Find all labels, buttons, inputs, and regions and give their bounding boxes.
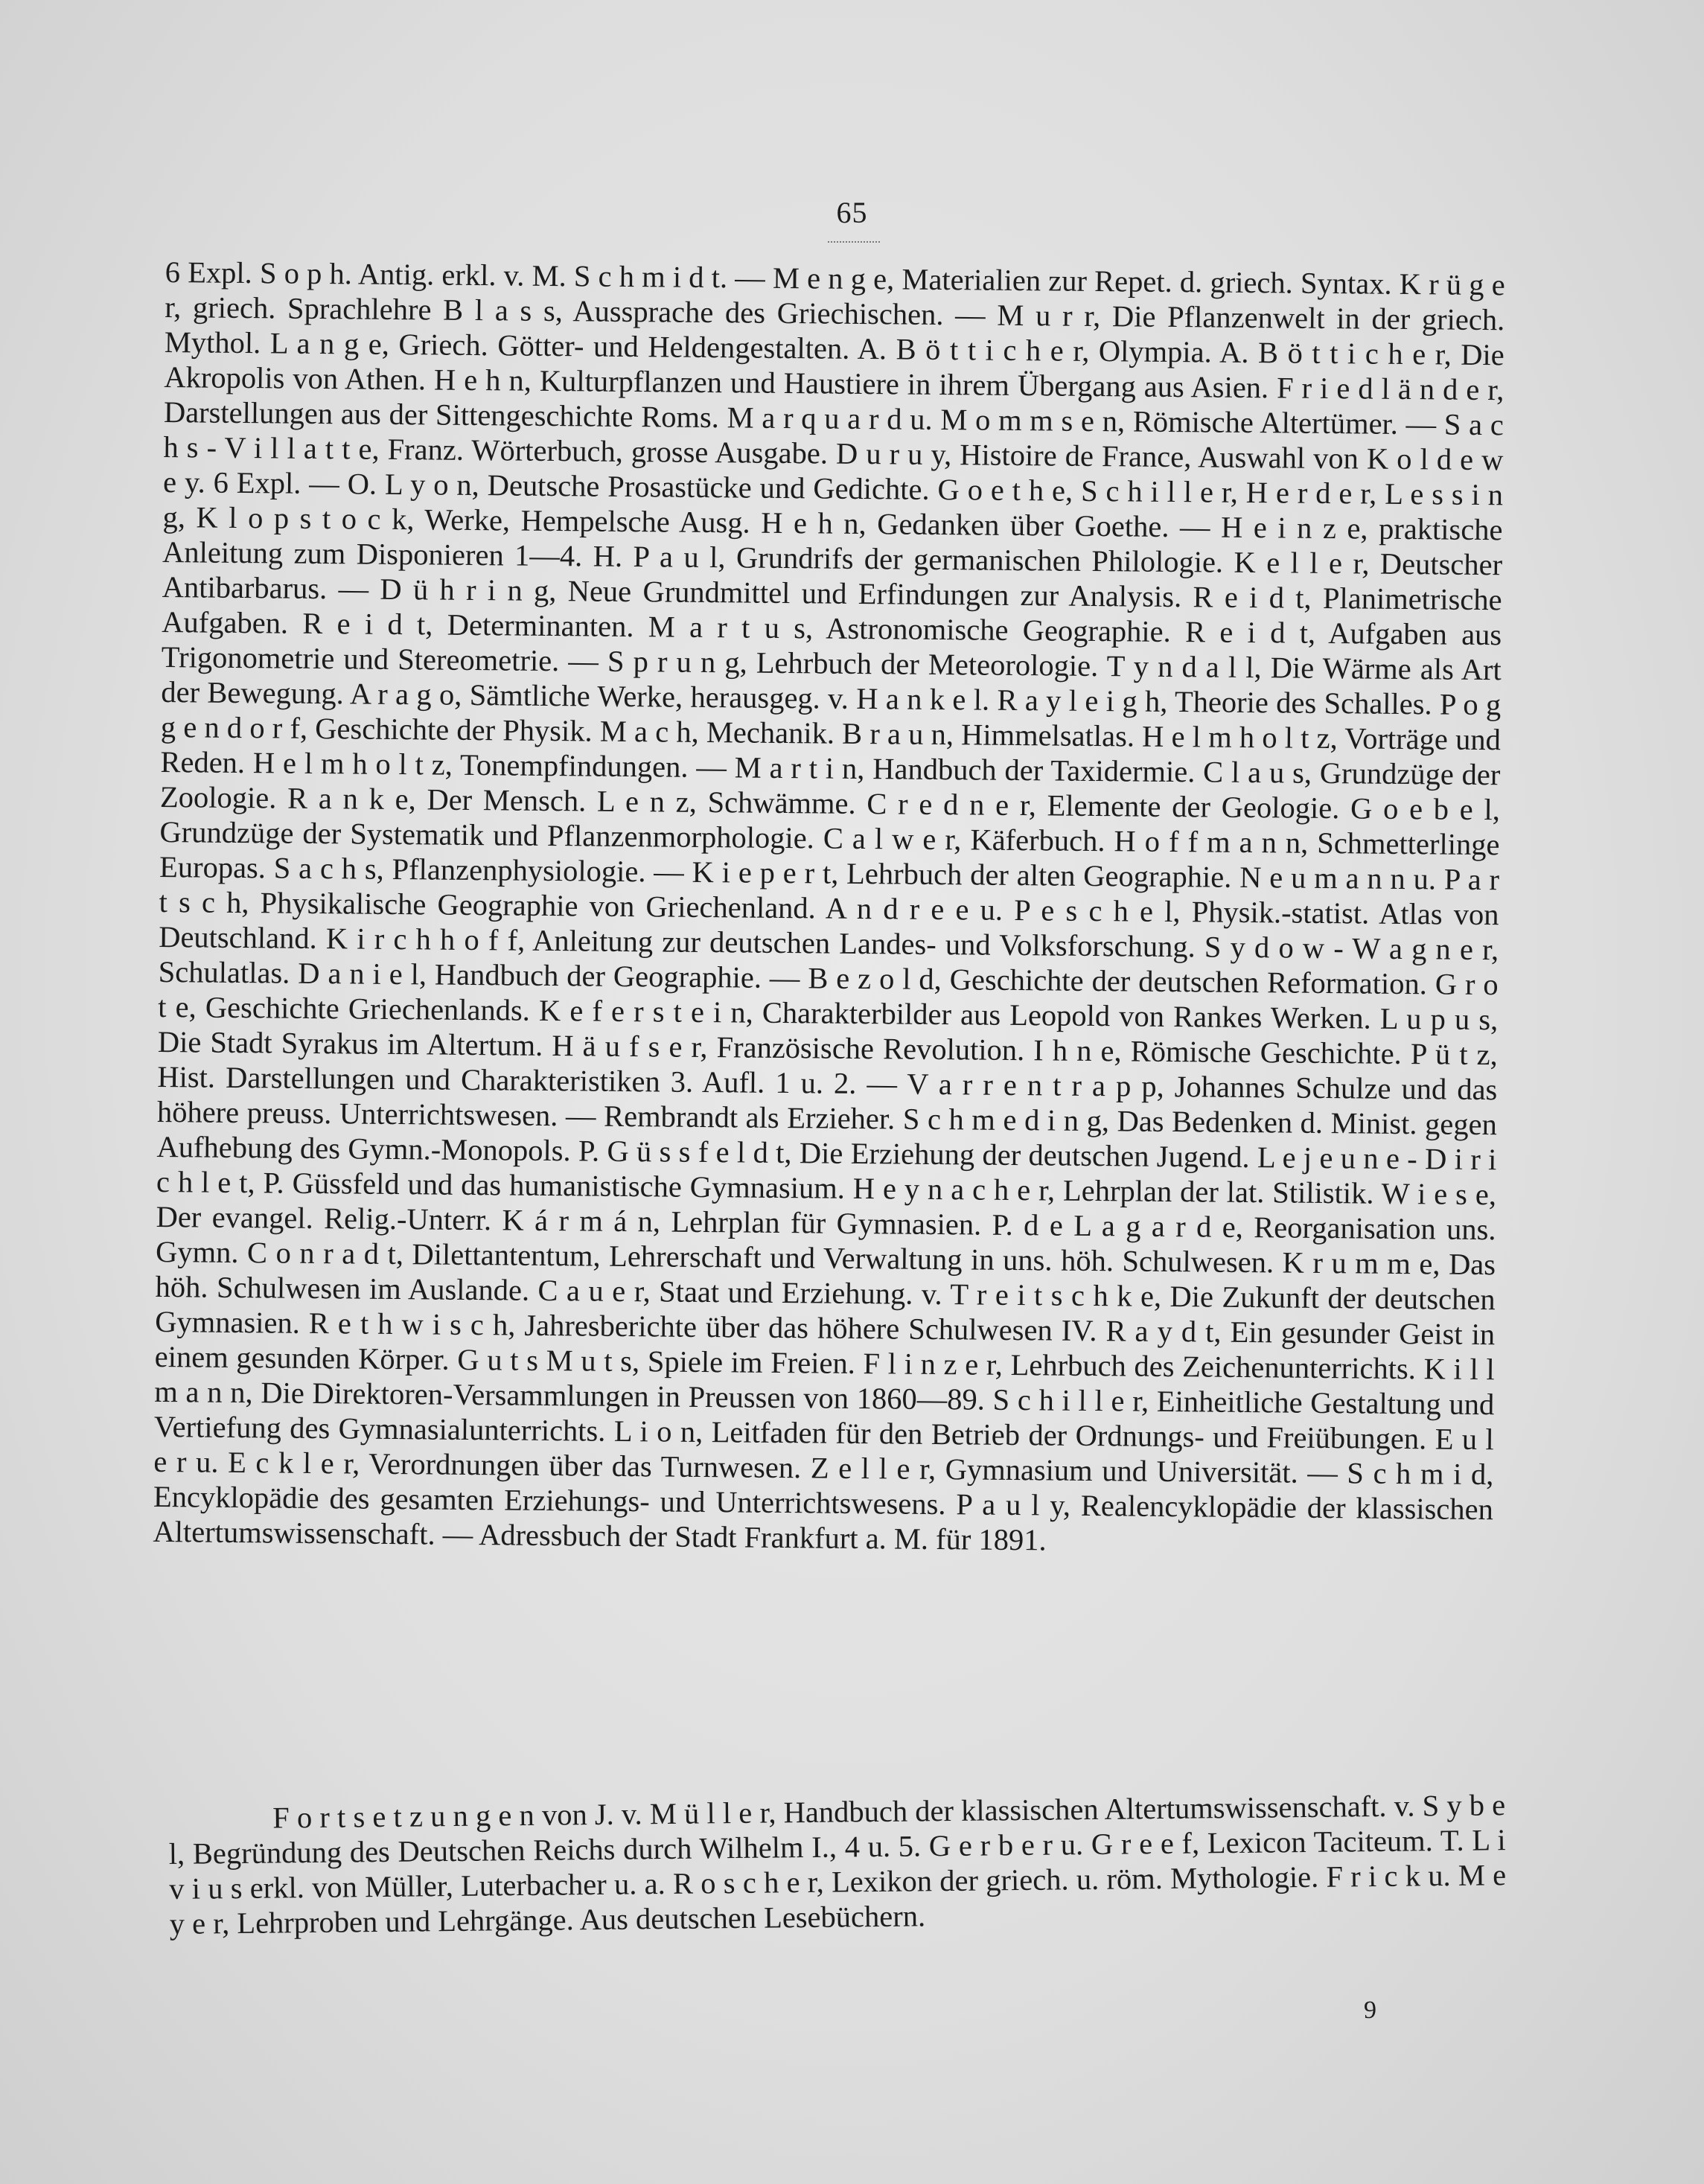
continuations-section xyxy=(168,1787,1507,1941)
page-number: 65 xyxy=(836,196,868,229)
book-list-body xyxy=(153,255,1505,1562)
book-list-paragraph: 6 Expl. S o p h. Antig. erkl. v. M. S c h m i d t. — M e n g e, Materialien zur Repet. d. griech. Syntax. K r ü g e r, griech. Sprachlehre B l a s s, Aussprache des Griechischen. — M u r r, Die Pflanzenwelt in der griech. Mythol. L a n g e, Griech. Götter- und Heldengestalten. A. B ö t t i c h e r, Olympia. A. B ö t t i c h e r, Die Akropolis von Athen. H e h n, Kulturpflanzen und Haustiere in ihrem Übergang aus Asien. F r i e d l ä n d e r, Darstellungen aus der Sittengeschichte Roms. M a r q u a r d u. M o m m s e n, Römische Altertümer. — S a c h s - V i l l a t t e, Franz. Wörterbuch, grosse Ausgabe. D u r u y, Histoire de France, Auswahl von K o l d e w e y. 6 Expl. — O. L y o n, Deutsche Prosastücke und Gedichte. G o e t h e, S c h i l l e r, H e r d e r, L e s s i n g, K l o p s t o c k, Werke, Hempelsche Ausg. H e h n, Gedanken über Goethe. — H e i n z e, praktische Anleitung zum Disponieren 1—4. H. P a u l, Grundrifs der germanischen Philologie. K e l l e r, Deutscher Antibarbarus. — D ü h r i n g, Neue Grundmittel und Erfindungen zur Analysis. R e i d t, Planimetrische Aufgaben. R e i d t, Determinanten. M a r t u s, Astronomische Geographie. R e i d t, Aufgaben aus Trigonometrie und Stereometrie. — S p r u n g, Lehrbuch der Meteorologie. T y n d a l l, Die Wärme als Art der Bewegung. A r a g o, Sämtliche Werke, herausgeg. v. H a n k e l. R a y l e i g h, Theorie des Schalles. P o g g e n d o r f, Geschichte der Physik. M a c h, Mechanik. B r a u n, Himmelsatlas. H e l m h o l t z, Vorträge und Reden. H e l m h o l t z, Tonempfindungen. — M a r t i n, Handbuch der Taxidermie. C l a u s, Grundzüge der Zoologie. R a n k e, Der Mensch. L e n z, Schwämme. C r e d n e r, Elemente der Geologie. G o e b e l, Grundzüge der Systematik und Pflanzenmorphologie. C a l w e r, Käferbuch. H o f f m a n n, Schmetterlinge Europas. S a c h s, Pflanzenphysiologie. — K i e p e r t, Lehrbuch der alten Geographie. N e u m a n n u. P a r t s c h, Physikalische Geographie von Griechenland. A n d r e e u. P e s c h e l, Physik.-statist. Atlas von Deutschland. K i r c h h o f f, Anleitung zur deutschen Landes- und Volksforschung. S y d o w - W a g n e r, Schulatlas. D a n i e l, Handbuch der Geographie. — B e z o l d, Geschichte der deutschen Reformation. G r o t e, Geschichte Griechenlands. K e f e r s t e i n, Charakterbilder aus Leopold von Rankes Werken. L u p u s, Die Stadt Syrakus im Altertum. H ä u f s e r, Französische Revolution. I h n e, Römische Geschichte. P ü t z, Hist. Darstellungen und Charakteristiken 3. Aufl. 1 u. 2. — V a r r e n t r a p p, Johannes Schulze und das höhere preuss. Unterrichtswesen. — Rembrandt als Erzieher. S c h m e d i n g, Das Bedenken d. Minist. gegen Aufhebung des Gymn.-Monopols. P. G ü s s f e l d t, Die Erziehung der deutschen Jugend. L e j e u n e - D i r i c h l e t, P. Güssfeld und das humanistische Gymnasium. H e y n a c h e r, Lehrplan der lat. Stilistik. W i e s e, Der evangel. Relig.-Unterr. K á r m á n, Lehrplan für Gymnasien. P. d e L a g a r d e, Reorganisation uns. Gymn. C o n r a d t, Dilettantentum, Lehrerschaft und Verwaltung in uns. höh. Schulwesen. K r u m m e, Das höh. Schulwesen im Auslande. C a u e r, Staat und Erziehung. v. T r e i t s c h k e, Die Zukunft der deutschen Gymnasien. R e t h w i s c h, Jahresberichte über das höhere Schulwesen IV. R a y d t, Ein gesunder Geist in einem gesunden Körper. G u t s M u t s, Spiele im Freien. F l i n z e r, Lehrbuch des Zeichenunterrichts. K i l l m a n n, Die Direktoren-Versammlungen in Preussen von 1860—89. S c h i l l e r, Einheitliche Gestaltung und Vertiefung des Gymnasialunterrichts. L i o n, Leitfaden für den Betrieb der Ordnungs- und Freiübungen. E u l e r u. E c k l e r, Verordnungen über das Turnwesen. Z e l l e r, Gymnasium und Universität. — S c h m i d, Encyklopädie des gesamten Erziehungs- und Unterrichtswesens. P a u l y, Realencyklopädie der klassischen Altertumswissenschaft. — Adressbuch der Stadt Frankfurt a. M. für 1891. xyxy=(153,255,1505,1557)
signature-mark: 9 xyxy=(1364,1996,1376,2024)
continuations-paragraph: F o r t s e t z u n g e n von J. v. M ü l l e r, Handbuch der klassischen Altertumswissenschaft. v. S y b e l, Begründung des Deutschen Reichs durch Wilhelm I., 4 u. 5. G e r b e r u. G r e e f, Lexicon Taciteum. T. L i v i u s erkl. von Müller, Luterbacher u. a. R o s c h e r, Lexikon der griech. u. röm. Mythologie. F r i c k u. M e y e r, Lehrproben und Lehrgänge. Aus deutschen Lesebüchern. xyxy=(168,1788,1507,1941)
page-number-ornament xyxy=(828,234,880,243)
